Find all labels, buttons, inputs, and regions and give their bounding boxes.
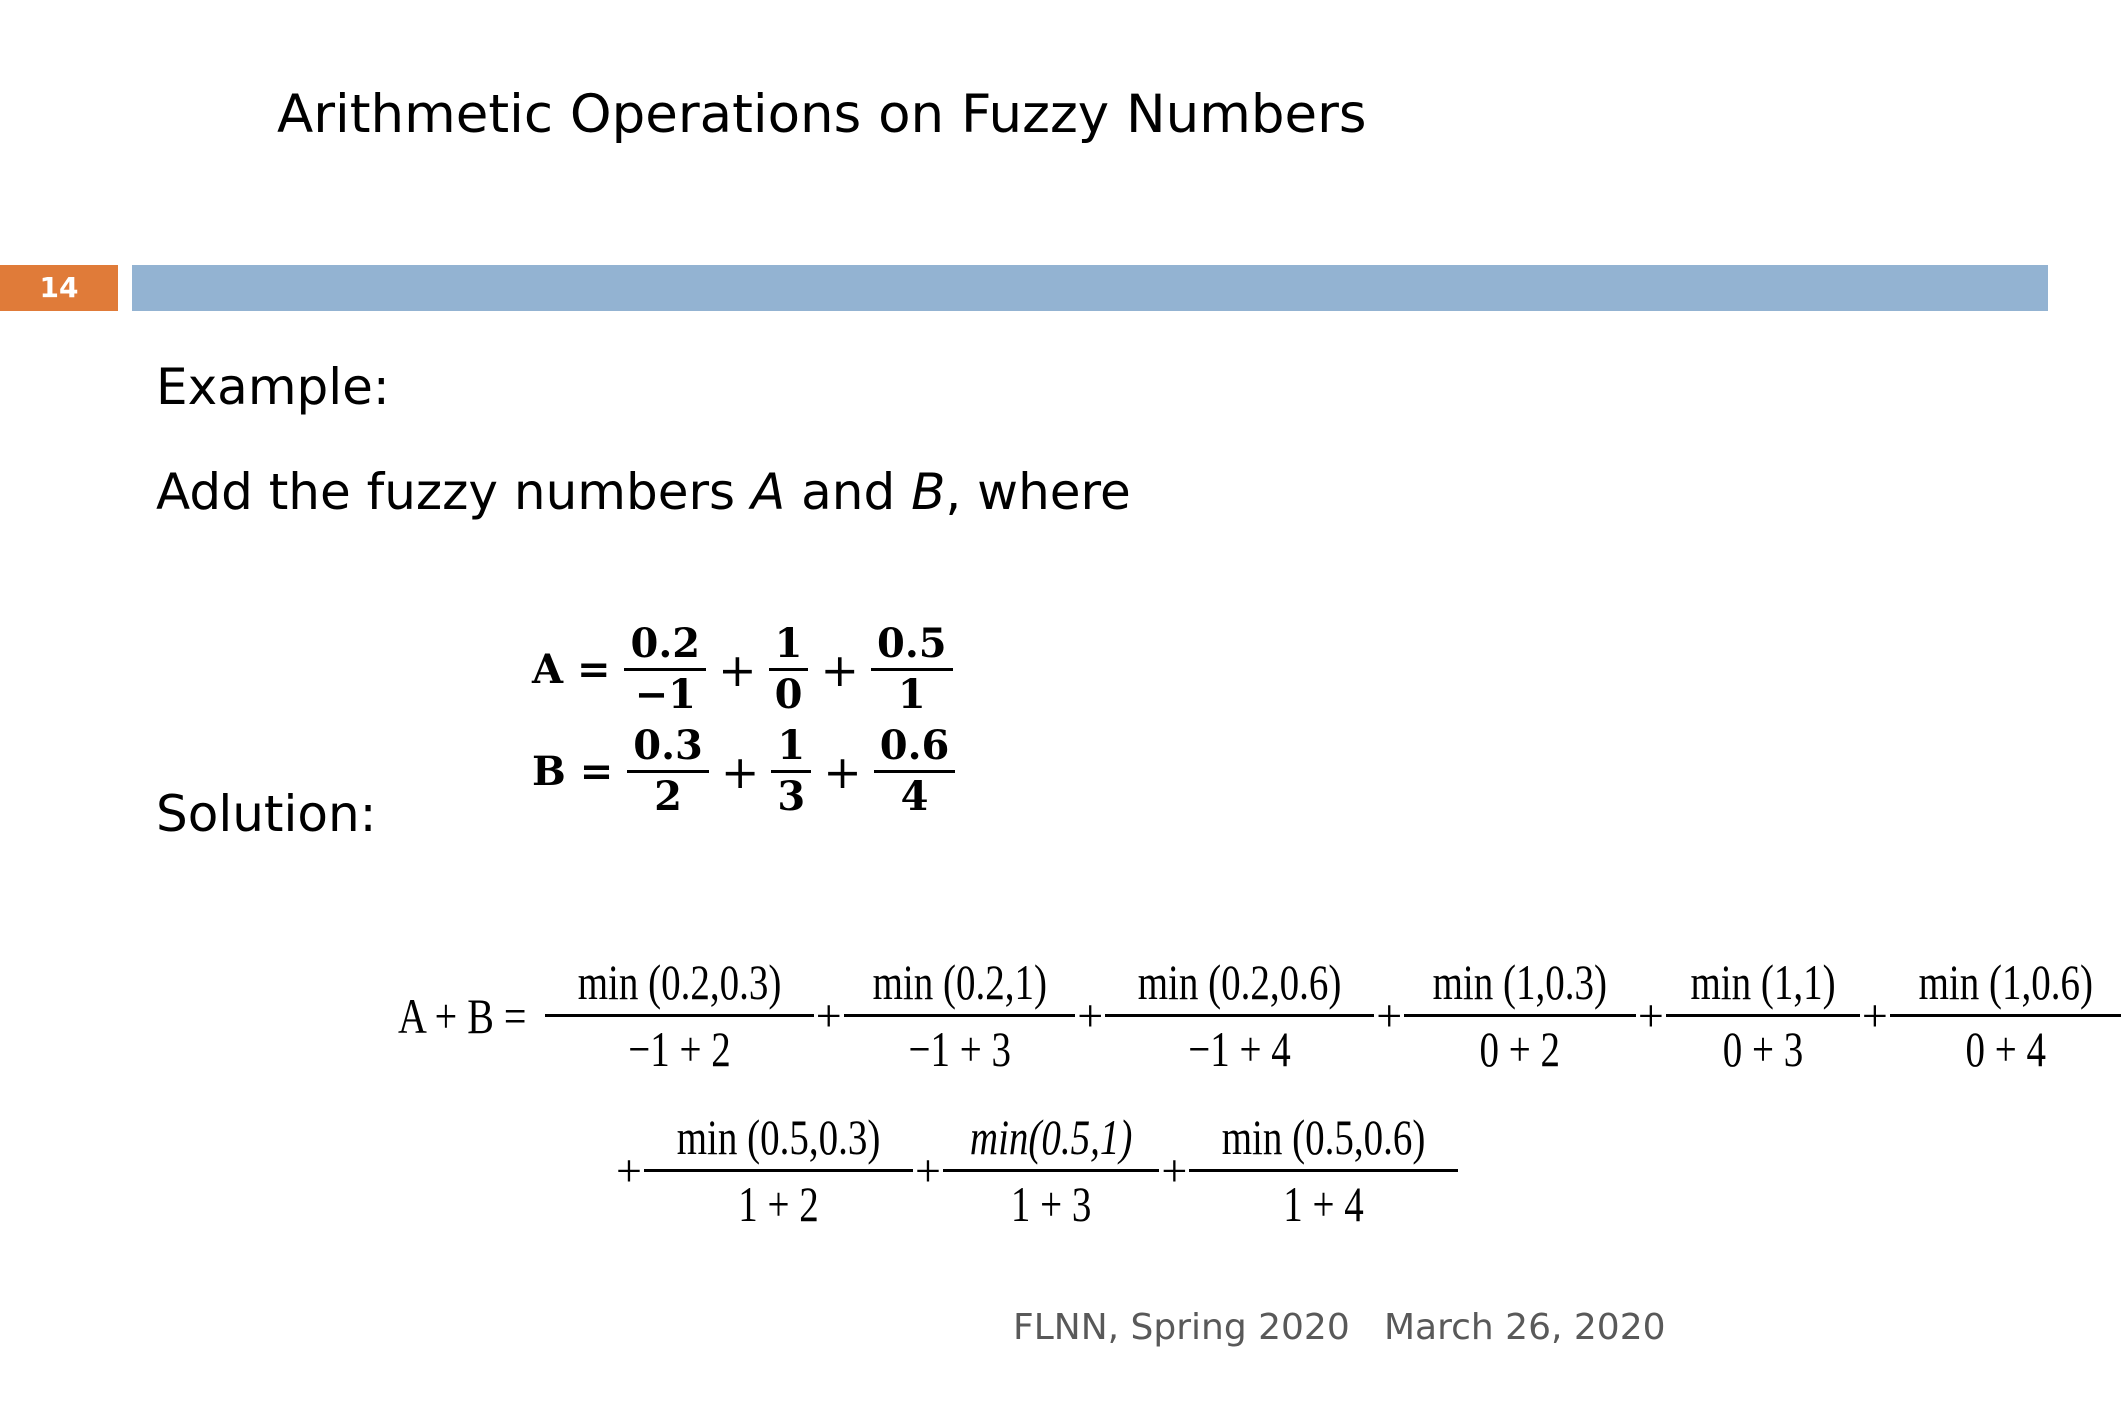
solution-term-9 (1189, 1105, 1458, 1236)
fraction-denominator: 2 (654, 773, 682, 820)
fraction-denominator: −1 (634, 671, 696, 718)
fraction-numerator: 0.2 (624, 620, 706, 671)
definition-b-lhs: B = (532, 748, 614, 795)
solution-lhs: A + B = (398, 987, 527, 1044)
fraction-numerator: min (0.2,0.6) (1137, 954, 1342, 1010)
fraction-denominator: 0 (774, 671, 803, 718)
plus-sign: + (616, 1145, 642, 1196)
fraction-denominator: 0 + 2 (1479, 1021, 1561, 1077)
fraction-numerator: min (0.5,0.3) (676, 1109, 881, 1165)
fraction-numerator: min (1,0.6) (1918, 954, 2093, 1010)
plus-sign: + (720, 744, 760, 799)
plus-sign: + (815, 990, 842, 1041)
task-prefix: Add the fuzzy numbers (156, 463, 751, 521)
fraction-denominator: 3 (777, 773, 806, 820)
fraction-denominator: 1 (897, 671, 926, 718)
plus-sign: + (718, 642, 757, 697)
definition-a-term-3 (871, 620, 953, 719)
solution-term-6 (1890, 950, 2121, 1081)
fraction-numerator: min (1,0.3) (1432, 954, 1608, 1010)
definition-b (532, 722, 955, 821)
footer-course: FLNN, Spring 2020 (1013, 1307, 1350, 1348)
plus-sign: + (1077, 990, 1104, 1041)
definition-b-term-1 (627, 722, 709, 821)
task-and: and (785, 463, 912, 521)
title-divider-bar (132, 265, 2048, 311)
task-suffix: , where (945, 463, 1131, 521)
fraction-numerator: min (1,1) (1690, 954, 1836, 1010)
fraction-numerator: 0.5 (871, 620, 953, 671)
slide-title: Arithmetic Operations on Fuzzy Numbers (277, 84, 1367, 145)
fraction-denominator: 4 (900, 773, 929, 820)
definition-a-term-1 (624, 620, 706, 719)
solution-term-8 (943, 1105, 1159, 1236)
example-label: Example: (156, 358, 390, 416)
solution-term-5 (1666, 950, 1860, 1081)
fraction-denominator: −1 + 3 (908, 1021, 1011, 1077)
solution-label: Solution: (156, 785, 377, 843)
fraction-denominator: −1 + 2 (627, 1021, 731, 1077)
solution-term-7 (644, 1105, 913, 1236)
solution-row-2 (614, 1105, 1458, 1236)
solution-term-2 (844, 950, 1076, 1081)
definition-a (532, 620, 953, 719)
fraction-denominator: 1 + 4 (1283, 1176, 1365, 1232)
plus-sign: + (915, 1145, 941, 1196)
solution-row-1 (398, 950, 2121, 1081)
solution-term-3 (1105, 950, 1374, 1081)
fraction-numerator: 0.3 (627, 722, 709, 773)
fraction-denominator: 0 + 3 (1722, 1021, 1804, 1077)
definition-a-term-2 (769, 620, 809, 719)
fraction-numerator: min(0.5,1) (969, 1109, 1133, 1165)
definition-a-lhs: A = (532, 646, 611, 693)
fraction-denominator: 1 + 2 (738, 1176, 819, 1232)
plus-sign: + (1637, 990, 1664, 1041)
plus-sign: + (1161, 1145, 1188, 1196)
fraction-numerator: 0.6 (874, 722, 956, 773)
fraction-numerator: min (0.5,0.6) (1221, 1109, 1426, 1165)
fraction-numerator: min (0.2,1) (872, 954, 1047, 1010)
definition-b-term-2 (771, 722, 811, 821)
solution-term-4 (1404, 950, 1636, 1081)
fraction-denominator: 1 + 3 (1010, 1176, 1092, 1232)
fraction-numerator: 1 (769, 620, 809, 671)
fraction-numerator: 1 (771, 722, 811, 773)
task-var-b: B (911, 463, 946, 521)
slide-number: 14 (0, 265, 118, 311)
fraction-numerator: min (0.2,0.3) (577, 954, 781, 1010)
plus-sign: + (1376, 990, 1403, 1041)
definition-b-term-3 (874, 722, 956, 821)
plus-sign: + (820, 642, 860, 697)
task-var-a: A (751, 463, 786, 521)
footer-date: March 26, 2020 (1384, 1307, 1666, 1348)
fraction-denominator: 0 + 4 (1965, 1021, 2046, 1077)
solution-term-1 (545, 950, 814, 1081)
fraction-denominator: −1 + 4 (1188, 1021, 1291, 1077)
plus-sign: + (823, 744, 862, 799)
plus-sign: + (1861, 990, 1888, 1041)
task-statement (156, 460, 1131, 524)
